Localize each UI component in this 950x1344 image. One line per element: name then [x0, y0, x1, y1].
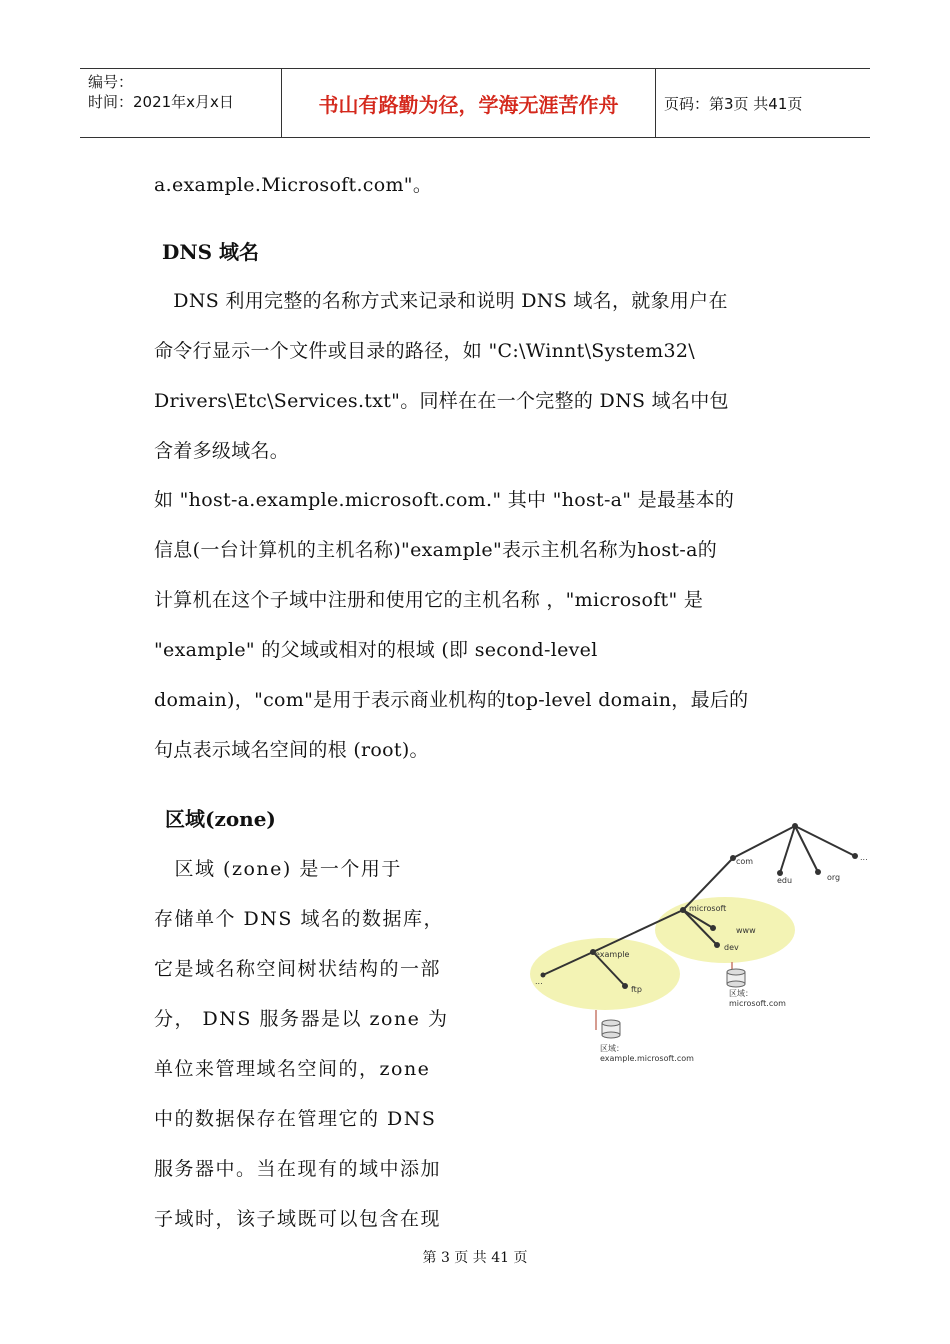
serial-label: 编号：: [88, 73, 134, 91]
paragraph-line: 含着多级域名。: [154, 440, 290, 462]
header-motto: 书山有路勤为径，学海无涯苦作舟: [282, 69, 656, 137]
node-label-org: org: [827, 873, 841, 882]
node-label-example: example: [595, 950, 630, 959]
zone-line: 单位来管理域名空间的，zone: [154, 1058, 431, 1080]
zone-title-example: 区域：: [600, 1044, 624, 1053]
zone-line: 子域时，该子域既可以包含在现: [154, 1208, 442, 1230]
header-meta: [80, 69, 282, 137]
node-label-more-top: ...: [860, 853, 868, 862]
zone-title-microsoft: 区域：: [729, 989, 753, 998]
page-footer: 第 3 页 共 41 页: [422, 1250, 528, 1266]
zone-line: 中的数据保存在管理它的 DNS: [154, 1108, 437, 1130]
node-label-edu: edu: [777, 876, 793, 885]
header-page-info: 页码：第3页 共41页: [664, 94, 803, 113]
paragraph-line: 信息(一台计算机的主机名称)"example"表示主机名称为host-a的: [154, 539, 718, 561]
paragraph-line: "example" 的父域或相对的根域 (即 second-level: [154, 639, 598, 661]
node-label-more-left: ...: [535, 977, 543, 986]
paragraph-line: 计算机在这个子域中注册和使用它的主机名称 ，"microsoft" 是: [154, 589, 704, 611]
paragraph-line: domain)，"com"是用于表示商业机构的top-level domain，最后的: [154, 689, 749, 711]
database-icon: [727, 969, 745, 987]
section-heading-zone: 区域(zone): [165, 807, 276, 831]
page-header: [80, 68, 870, 138]
node-label-com: com: [736, 857, 754, 866]
node-label-microsoft: microsoft: [689, 904, 727, 913]
dns-namespace-diagram: [525, 820, 880, 1075]
continuation-line: a.example.Microsoft.com"。: [154, 174, 433, 196]
paragraph-line: 句点表示域名空间的根 (root)。: [154, 739, 429, 761]
node-label-www: www: [736, 926, 756, 935]
paragraph-line: 命令行显示一个文件或目录的路径，如 "C:\Winnt\System32\: [154, 340, 695, 362]
zone-line: 分， DNS 服务器是以 zone 为: [154, 1008, 449, 1030]
node-label-ftp: ftp: [631, 985, 642, 994]
zone-ellipse-example: [530, 938, 680, 1010]
zone-line: 区域 (zone) 是一个用于: [154, 858, 402, 880]
paragraph-line: Drivers\Etc\Services.txt"。同样在在一个完整的 DNS 域名中包: [154, 390, 729, 412]
zone-name-example: example.microsoft.com: [600, 1054, 694, 1063]
zone-line: 存储单个 DNS 域名的数据库，: [154, 908, 444, 930]
zone-line: 它是域名称空间树状结构的一部: [154, 958, 442, 980]
database-icon: [602, 1020, 620, 1038]
paragraph-line: DNS 利用完整的名称方式来记录和说明 DNS 域名，就象用户在: [154, 290, 728, 312]
zone-line: 服务器中。当在现有的域中添加: [154, 1158, 442, 1180]
section-heading-dns: DNS 域名: [162, 240, 260, 264]
paragraph-line: 如 "host-a.example.microsoft.com." 其中 "host-a" 是最基本的: [154, 489, 735, 511]
zone-name-microsoft: microsoft.com: [729, 999, 786, 1008]
time-label: 时间：2021年x月x日: [88, 93, 234, 111]
node-label-dev: dev: [724, 943, 739, 952]
